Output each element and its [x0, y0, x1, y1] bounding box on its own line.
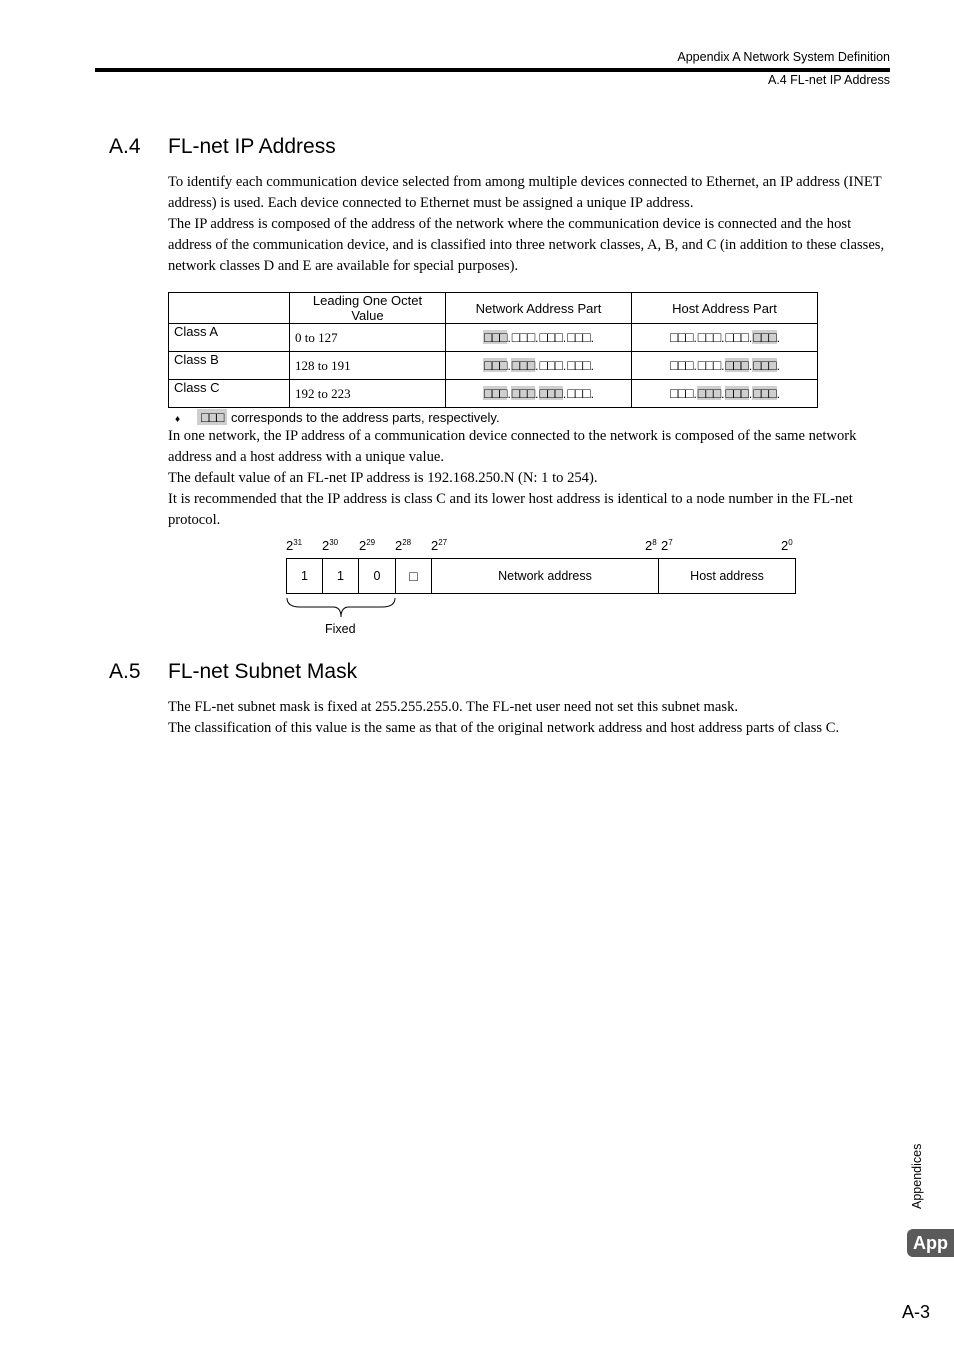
bit-exponent: 0: [788, 538, 793, 547]
octet-highlighted: □□□: [539, 385, 562, 401]
dot: .: [507, 359, 511, 373]
dot: .: [776, 359, 780, 373]
dot: .: [776, 387, 780, 401]
intro-paragraph-2: The IP address is composed of the address of the network where the communication device is connected and the host address of the communication device, and is classified into three network classes, A, B, and C (in addition to these classes, network classes D and E are available for special purposes).: [168, 216, 885, 274]
table-row: [169, 352, 818, 380]
octet-highlighted: □□□: [511, 357, 535, 373]
dot: .: [748, 387, 753, 401]
bit-exponent: 30: [329, 538, 339, 547]
bit-exponent: 7: [668, 538, 673, 547]
class-cell: Class C: [169, 380, 290, 408]
dot: .: [590, 359, 594, 373]
bit-label-31: [286, 538, 302, 553]
dot: .: [721, 359, 725, 373]
table-header-row: [169, 293, 818, 324]
network-part-cell: [446, 324, 632, 352]
octet-highlighted: □□□: [484, 329, 507, 345]
octet: □□□: [539, 329, 562, 345]
bit-base: 2: [286, 538, 294, 553]
fixed-label: Fixed: [325, 622, 356, 636]
octet: □□□: [670, 357, 693, 373]
bit-label-8: [645, 538, 657, 553]
paragraph-recommendation: It is recommended that the IP address is class C and its lower host address is identical to a node number in the FL-net protocol.: [168, 491, 853, 528]
network-part-cell: [446, 380, 632, 408]
table-row: [169, 380, 818, 408]
body-after-table: [168, 426, 893, 531]
range-cell: 128 to 191: [290, 352, 446, 380]
host-part-cell: [632, 352, 818, 380]
network-address-cell: Network address: [432, 559, 659, 593]
bit-exponent: 8: [652, 538, 657, 547]
bit-base: 2: [645, 538, 653, 553]
dot: .: [748, 331, 753, 345]
table-header-leading-octet: Leading One Octet Value: [290, 293, 446, 324]
bit-base: 2: [395, 538, 403, 553]
section-a4-intro: [168, 172, 893, 277]
table-header-host-part: Host Address Part: [632, 293, 818, 324]
side-section-label: Appendices: [910, 1143, 924, 1209]
dot: .: [748, 359, 753, 373]
octet-highlighted: □□□: [753, 329, 776, 345]
bit-exponent: 27: [438, 538, 448, 547]
network-part-cell: [446, 352, 632, 380]
octet: □□□: [670, 385, 693, 401]
octet: □□□: [539, 357, 562, 373]
class-cell: Class B: [169, 352, 290, 380]
octet-highlighted: □□□: [484, 357, 507, 373]
dot: .: [535, 359, 539, 373]
section-a5-number: A.5: [109, 660, 141, 683]
octet: □□□: [670, 329, 693, 345]
bit-label-30: [322, 538, 338, 553]
bit-label-27: [431, 538, 447, 553]
dot: .: [562, 331, 567, 345]
host-part-cell: [632, 324, 818, 352]
fixed-bit-3: 0: [359, 559, 396, 593]
dot: .: [693, 331, 697, 345]
bit-base: 2: [359, 538, 367, 553]
octet: □□□: [725, 329, 748, 345]
ip-bit-layout-box: [286, 558, 796, 594]
note-octet-example: □□□: [197, 409, 227, 425]
dot: .: [721, 331, 725, 345]
dot: .: [693, 359, 697, 373]
bit-base: 2: [431, 538, 439, 553]
dot: .: [507, 331, 511, 345]
note-text: corresponds to the address parts, respectively.: [231, 410, 500, 425]
octet-highlighted: □□□: [484, 385, 507, 401]
dot: .: [535, 387, 539, 401]
subnet-paragraph-1: The FL-net subnet mask is fixed at 255.255.255.0. The FL-net user need not set this subnet mask.: [168, 699, 739, 715]
header-rule: [95, 68, 890, 72]
bit-label-29: [359, 538, 375, 553]
dot: .: [721, 387, 725, 401]
octet: □□□: [567, 385, 590, 401]
octet-highlighted: □□□: [725, 357, 748, 373]
table-header-blank: [169, 293, 290, 324]
running-header-chapter: Appendix A Network System Definition: [677, 50, 890, 64]
class-cell: Class A: [169, 324, 290, 352]
bit-exponent: 28: [402, 538, 412, 547]
table-note: [175, 410, 500, 425]
intro-paragraph-1: To identify each communication device selected from among multiple devices connected to Ethernet, an IP address (INET address) is used. Each device connected to Ethernet must be assigned a unique IP address.: [168, 174, 882, 211]
dot: .: [562, 387, 567, 401]
fixed-bit-1: 1: [287, 559, 323, 593]
octet-highlighted: □□□: [753, 357, 776, 373]
paragraph-default-ip: The default value of an FL-net IP address is 192.168.250.N (N: 1 to 254).: [168, 470, 598, 486]
octet-highlighted: □□□: [753, 385, 776, 401]
range-cell: 192 to 223: [290, 380, 446, 408]
dot: .: [535, 331, 539, 345]
section-a4-title: FL-net IP Address: [168, 135, 336, 158]
dot: .: [693, 387, 697, 401]
dot: .: [507, 387, 511, 401]
table-row: [169, 324, 818, 352]
running-header-section: A.4 FL-net IP Address: [767, 73, 890, 87]
octet: □□□: [697, 329, 721, 345]
section-a5-body: [168, 697, 893, 739]
octet: □□□: [567, 357, 590, 373]
octet-highlighted: □□□: [697, 385, 721, 401]
octet: □□□: [697, 357, 721, 373]
ip-class-table: [168, 292, 818, 408]
bit-label-28: [395, 538, 411, 553]
section-a5-title: FL-net Subnet Mask: [168, 660, 358, 683]
paragraph-network-composition: In one network, the IP address of a communication device connected to the network is composed of the same network address and a host address with a unique value.: [168, 428, 857, 465]
bit-base: 2: [322, 538, 330, 553]
page-number: A-3: [901, 1302, 930, 1322]
subnet-paragraph-2: The classification of this value is the same as that of the original network address and host address parts of class C.: [168, 720, 840, 736]
table-header-network-part: Network Address Part: [446, 293, 632, 324]
dot: .: [590, 387, 594, 401]
bit-label-0: [781, 538, 793, 553]
range-cell: 0 to 127: [290, 324, 446, 352]
bit-exponent: 29: [366, 538, 376, 547]
bit-label-7: [661, 538, 673, 553]
dot: .: [590, 331, 594, 345]
variable-bit-cell: □: [396, 559, 432, 593]
bit-base: 2: [661, 538, 669, 553]
fixed-bit-2: 1: [323, 559, 359, 593]
octet: □□□: [511, 329, 535, 345]
bit-exponent: 31: [293, 538, 303, 547]
octet-highlighted: □□□: [725, 385, 748, 401]
host-address-cell: Host address: [690, 569, 764, 583]
section-a5-heading: [109, 660, 357, 684]
section-a4-number: A.4: [109, 135, 141, 158]
note-bullet-icon: ♦: [175, 414, 181, 425]
appendix-tab[interactable]: App: [907, 1229, 954, 1257]
dot: .: [776, 331, 780, 345]
section-a4-heading: [109, 135, 336, 159]
host-part-cell: [632, 380, 818, 408]
bit-base: 2: [781, 538, 789, 553]
dot: .: [562, 359, 567, 373]
octet-highlighted: □□□: [511, 385, 535, 401]
fixed-bits-brace: [286, 597, 398, 619]
octet: □□□: [567, 329, 590, 345]
